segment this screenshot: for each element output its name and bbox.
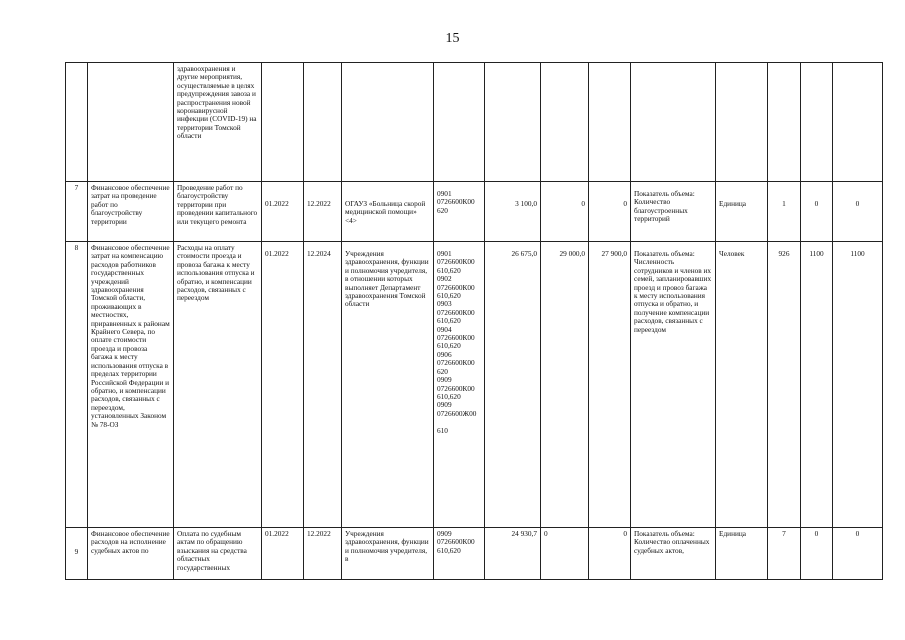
program-table: [65, 62, 883, 580]
end-date: 12.2022: [304, 528, 342, 580]
amount-year-3: 0: [589, 182, 631, 242]
amount-year-3: 27 900,0: [589, 242, 631, 528]
indicator-value-1: 926: [768, 242, 801, 528]
indicator-value-2: 0: [801, 528, 833, 580]
activity-content: здравоохранения и другие мероприятия, осуществляемые в целях предупреждения завоза и распространения новой коронавирусной инфекции (COVID-19) на территории Томской области: [174, 63, 262, 182]
amount-year-2: 0: [541, 528, 589, 580]
row-number: [66, 63, 88, 182]
amount-year-2: [541, 63, 589, 182]
amount-year-1: 24 930,7: [485, 528, 541, 580]
executor: ОГАУЗ «Больница скорой медицинской помощи» <4>: [342, 182, 434, 242]
indicator: Показатель объема: Количество оплаченных судебных актов,: [631, 528, 716, 580]
end-date: 12.2022: [304, 182, 342, 242]
indicator: Показатель объема: Количество благоустроенных территорий: [631, 182, 716, 242]
executor: Учреждения здравоохранения, функции и полномочия учредителя, в отношении которых выполняет Департамент здравоохранения Томской области: [342, 242, 434, 528]
table-row: [66, 63, 883, 182]
indicator-value-2: 1100: [801, 242, 833, 528]
indicator-value-3: 0: [833, 528, 883, 580]
indicator-value-1: 1: [768, 182, 801, 242]
amount-year-1: 26 675,0: [485, 242, 541, 528]
executor: Учреждения здравоохранения, функции и полномочия учредителя, в: [342, 528, 434, 580]
page-number: 15: [445, 31, 460, 46]
indicator-value-3: [833, 63, 883, 182]
activity-name: [88, 63, 174, 182]
amount-year-2: 29 000,0: [541, 242, 589, 528]
end-date: [304, 63, 342, 182]
unit: Человек: [716, 242, 768, 528]
indicator-value-2: 0: [801, 182, 833, 242]
row-number: 8: [66, 242, 88, 528]
budget-code: 0909 0726600К00 610,620: [434, 528, 485, 580]
table-row: [66, 182, 883, 242]
table-row: [66, 242, 883, 528]
activity-name: Финансовое обеспечение затрат на проведение работ по благоустройству территории: [88, 182, 174, 242]
row-number: 9: [66, 528, 88, 580]
unit: Единица: [716, 528, 768, 580]
activity-content: Проведение работ по благоустройству территории при проведении капитального или текущего ремонта: [174, 182, 262, 242]
budget-code: 0901 0726600К00 610,620 0902 0726600К00 610,620 0903 0726600К00 610,620 0904 0726600К00 610,620 0906 0726600К00 620 0909 0726600К00 610,620 0909 0726600Ж00 610: [434, 242, 485, 528]
indicator-value-3: 1100: [833, 242, 883, 528]
start-date: 01.2022: [262, 528, 304, 580]
indicator-value-1: [768, 63, 801, 182]
indicator: [631, 63, 716, 182]
activity-content: Расходы на оплату стоимости проезда и провоза багажа к месту использования отпуска и обратно, и компенсации расходов, связанных с переездом: [174, 242, 262, 528]
amount-year-1: [485, 63, 541, 182]
indicator-value-2: [801, 63, 833, 182]
unit: [716, 63, 768, 182]
start-date: 01.2022: [262, 182, 304, 242]
amount-year-3: 0: [589, 528, 631, 580]
indicator-value-1: 7: [768, 528, 801, 580]
row-number: 7: [66, 182, 88, 242]
executor: [342, 63, 434, 182]
activity-content: Оплата по судебным актам по обращению взыскания на средства областных государственных: [174, 528, 262, 580]
amount-year-3: [589, 63, 631, 182]
indicator-value-3: 0: [833, 182, 883, 242]
budget-code: [434, 63, 485, 182]
activity-name: Финансовое обеспечение расходов на исполнение судебных актов по: [88, 528, 174, 580]
end-date: 12.2024: [304, 242, 342, 528]
unit: Единица: [716, 182, 768, 242]
start-date: [262, 63, 304, 182]
activity-name: Финансовое обеспечение затрат на компенсацию расходов работников государственных учреждений здравоохранения Томской области, проживающих в местностях, приравненных к районам Крайнего Севера, по оплате стоимости проезда и провоза багажа к месту использования отпуска в пределах территории Российской Федерации и обратно, и компенсации расходов, связанных с переездом, установленных Законом № 78-ОЗ: [88, 242, 174, 528]
start-date: 01.2022: [262, 242, 304, 528]
indicator: Показатель объема: Численность сотрудников и членов их семей, запланировавших проезд и провоз багажа к месту использования отпуска и обратно, и получение компенсации расходов, связанных с переездом: [631, 242, 716, 528]
budget-code: 0901 0726600К00 620: [434, 182, 485, 242]
amount-year-2: 0: [541, 182, 589, 242]
table-row: [66, 528, 883, 580]
amount-year-1: 3 100,0: [485, 182, 541, 242]
